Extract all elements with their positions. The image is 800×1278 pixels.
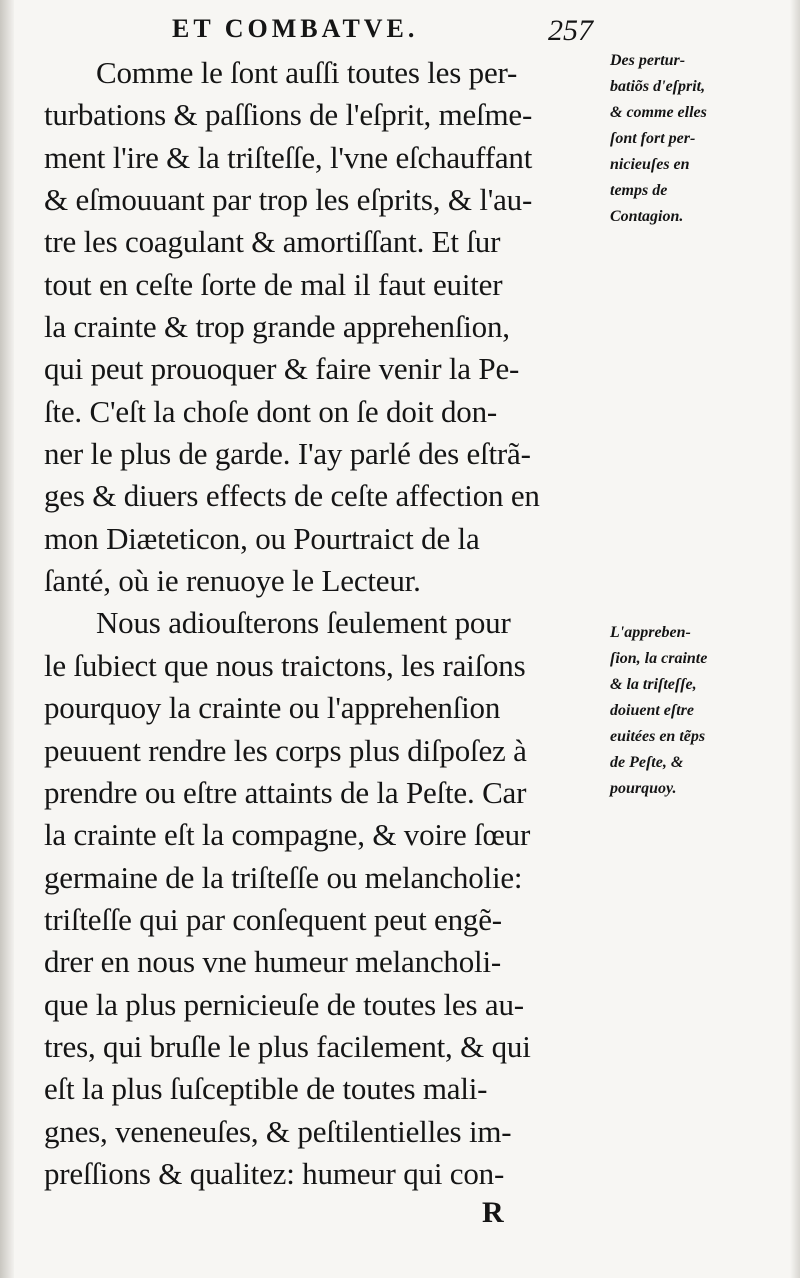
margin-note-perturbations: [610, 48, 790, 230]
margin-note-line: Contagion.: [610, 208, 684, 225]
text-line: ges & diuers effects de ceſte affection en: [44, 478, 540, 514]
signature-mark: R: [482, 1196, 504, 1229]
text-line: & eſmouuant par trop les eſprits, & l'au-: [44, 182, 533, 218]
margin-note-line: & comme elles: [610, 104, 707, 121]
spine-shadow: [0, 0, 14, 1278]
text-line: ner le plus de garde. I'ay parlé des eſtrã-: [44, 436, 531, 472]
text-line: Nous adiouſterons ſeulement pour: [96, 605, 511, 641]
text-line: preſſions & qualitez: humeur qui con-: [44, 1155, 505, 1191]
running-head: ET COMBATVE.: [172, 14, 419, 43]
text-line: ſanté, où ie renuoye le Lecteur.: [44, 563, 421, 599]
margin-note-line: Des pertur-: [610, 52, 686, 69]
margin-note-line: nicieuſes en: [610, 156, 690, 173]
margin-note-line: doiuent eſtre: [610, 702, 694, 719]
margin-note-apprehension: [610, 620, 790, 802]
text-line: gnes, veneneuſes, & peſtilentielles im-: [44, 1113, 512, 1149]
text-line: ſte. C'eſt la choſe dont on ſe doit don-: [44, 393, 498, 429]
text-line: Comme le ſont auſſi toutes les per-: [96, 55, 518, 90]
main-text-block: [44, 52, 616, 1195]
text-line: eſt la plus ſuſceptible de toutes mali-: [44, 1071, 488, 1107]
text-line: que la plus pernicieuſe de toutes les au-: [44, 986, 524, 1022]
text-line: peuuent rendre les corps plus diſpoſez à: [44, 732, 527, 768]
margin-note-line: de Peſte, &: [610, 754, 684, 771]
text-line: germaine de la triſteſſe ou melancholie:: [44, 859, 523, 895]
page-edge-shadow: [790, 0, 800, 1278]
margin-note-line: pourquoy.: [610, 780, 677, 797]
text-line: mon Diæteticon, ou Pourtraict de la: [44, 520, 480, 556]
margin-note-line: ſont fort per-: [610, 130, 696, 147]
text-line: drer en nous vne humeur melancholi-: [44, 944, 501, 980]
page-number: 257: [548, 14, 593, 47]
text-line: prendre ou eſtre attaints de la Peſte. Car: [44, 774, 527, 810]
text-line: turbations & paſſions de l'eſprit, meſme-: [44, 97, 533, 133]
text-line: pourquoy la crainte ou l'apprehenſion: [44, 690, 501, 726]
text-line: tre les coagulant & amortiſſant. Et ſur: [44, 224, 501, 260]
margin-note-line: temps de: [610, 182, 668, 199]
text-line: tres, qui bruſle le plus facilement, & qui: [44, 1028, 531, 1064]
margin-note-line: L'appreben-: [610, 624, 691, 641]
margin-note-line: ſion, la crainte: [610, 650, 708, 667]
text-line: la crainte eſt la compagne, & voire ſœur: [44, 817, 531, 853]
margin-note-line: batiõs d'eſprit,: [610, 78, 706, 95]
text-line: la crainte & trop grande apprehenſion,: [44, 309, 510, 345]
margin-note-line: euitées en tẽps: [610, 728, 706, 745]
text-line: ment l'ire & la triſteſſe, l'vne eſchauffant: [44, 139, 533, 175]
margin-note-line: & la triſteſſe,: [610, 676, 697, 693]
text-line: triſteſſe qui par conſequent peut engẽ-: [44, 901, 502, 937]
text-line: le ſubiect que nous traictons, les raiſons: [44, 647, 526, 683]
text-line: qui peut prouoquer & faire venir la Pe-: [44, 351, 520, 387]
text-line: tout en ceſte ſorte de mal il faut euiter: [44, 266, 503, 302]
